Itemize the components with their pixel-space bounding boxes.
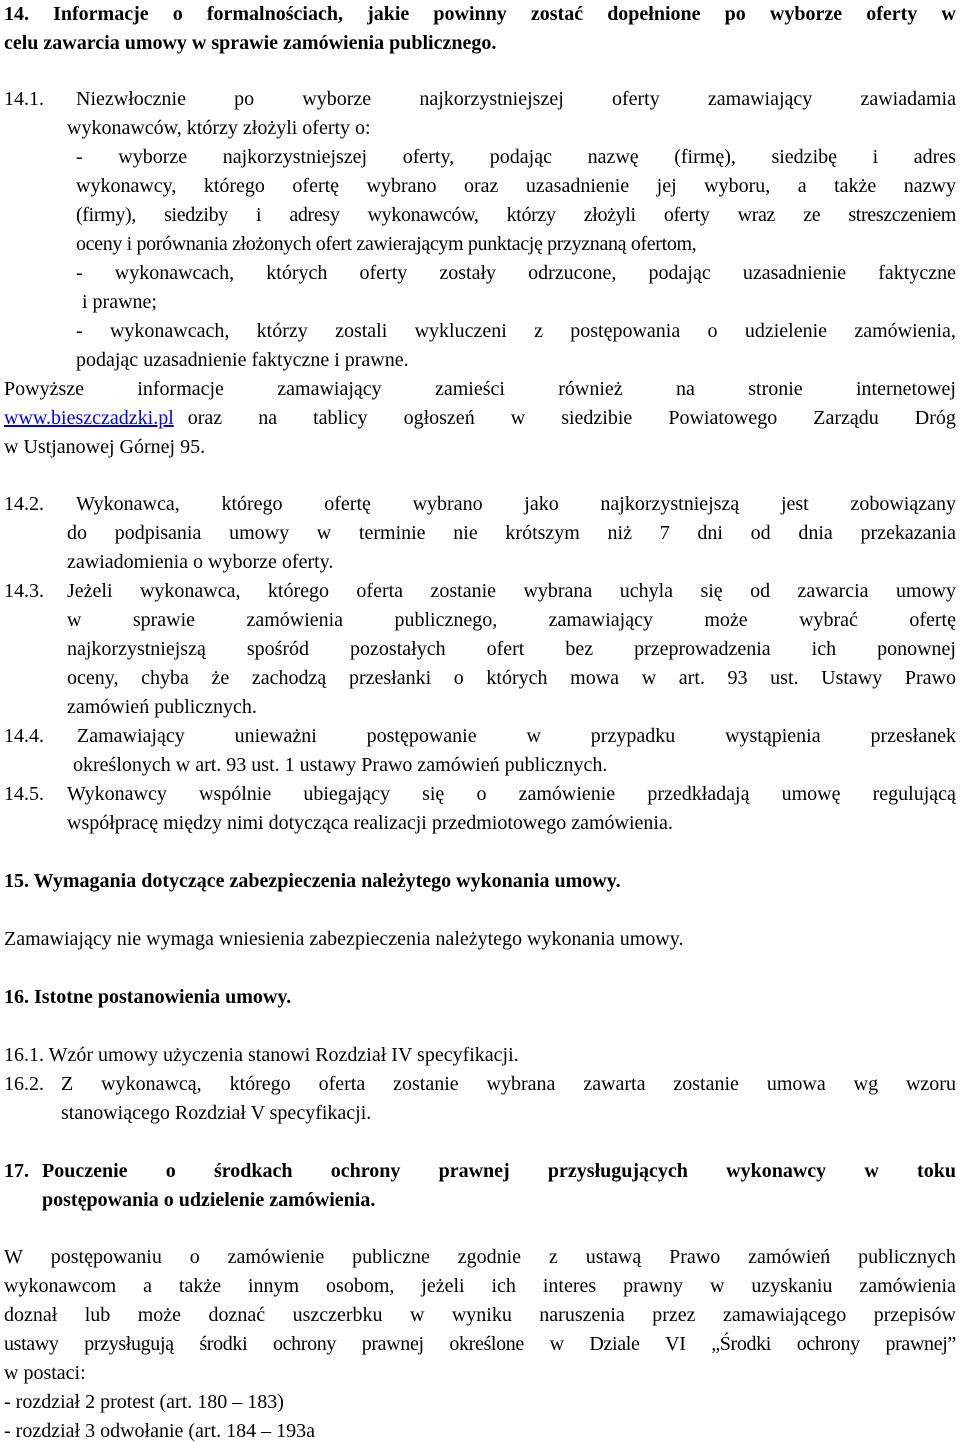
- word: wyborze: [302, 88, 372, 110]
- word: bez: [565, 638, 594, 660]
- word: zostały: [439, 262, 497, 284]
- word: zamawiający: [707, 88, 813, 110]
- word: również: [558, 378, 623, 400]
- word: zgodnie: [457, 1246, 522, 1268]
- word: krótszym: [505, 522, 580, 544]
- word: złożyli: [583, 204, 636, 226]
- word: osobom,: [326, 1275, 395, 1297]
- word: -: [76, 320, 83, 342]
- word: zamawiający: [548, 609, 653, 631]
- word: adres: [913, 146, 956, 168]
- word: umowy: [229, 522, 290, 544]
- word: udzielenie: [744, 320, 828, 342]
- word: z: [548, 1246, 558, 1268]
- word: art.: [678, 667, 705, 689]
- paragraph-16-2-line-2: stanowiącego Rozdział V specyfikacji.: [61, 1102, 372, 1124]
- word: o: [172, 3, 183, 25]
- word: streszczeniem: [848, 204, 956, 226]
- word: zawarcia: [797, 580, 869, 602]
- word: oferty: [866, 3, 918, 25]
- word: przesłanek: [870, 725, 956, 747]
- word: najkorzystniejszej: [222, 146, 368, 168]
- word: Dróg: [914, 407, 956, 429]
- word: którego: [203, 175, 265, 197]
- word: 7: [659, 522, 670, 544]
- paragraph-14-1-line-8: i prawne;: [82, 291, 157, 313]
- word: -: [76, 262, 83, 284]
- word: ich: [811, 638, 837, 660]
- word: uszczerbku: [292, 1304, 383, 1326]
- word: uzasadnienie: [525, 175, 630, 197]
- section-16-title: 16. Istotne postanowienia umowy.: [4, 986, 292, 1008]
- word: niż: [607, 522, 632, 544]
- word: Ustawy: [821, 667, 883, 689]
- word: wybrana: [523, 580, 593, 602]
- word: jako: [524, 493, 559, 515]
- word: przypadku: [590, 725, 676, 747]
- word: wraz: [737, 204, 776, 226]
- word: do: [67, 522, 87, 544]
- word: w: [641, 667, 657, 689]
- word: wykluczeni: [414, 320, 507, 342]
- paragraph-14-3-line-4: [67, 668, 956, 688]
- paragraph-14-3-line-3: [67, 639, 956, 659]
- word: prawnej: [438, 1160, 510, 1182]
- word: po: [724, 3, 746, 25]
- word: w: [510, 407, 526, 429]
- word: także: [178, 1275, 222, 1297]
- word: Zamawiający: [77, 725, 185, 747]
- word: faktyczne: [878, 262, 956, 284]
- word: ich: [491, 1275, 516, 1297]
- word: oferty: [611, 88, 660, 110]
- section-14-title-line-2: celu zawarcia umowy w sprawie zamówienia publicznego.: [4, 32, 497, 54]
- section-15-title: 15. Wymagania dotyczące zabezpieczenia należytego wykonania umowy.: [4, 870, 621, 892]
- word: najkorzystniejszą: [600, 493, 740, 515]
- word: -: [76, 146, 83, 168]
- word: ofert: [486, 638, 525, 660]
- word: o: [189, 1246, 200, 1268]
- word: odrzucone,: [528, 262, 617, 284]
- paragraph-14-3-line-1: [67, 581, 956, 601]
- word: jej: [656, 175, 677, 197]
- word: wybrać: [799, 609, 858, 631]
- word: (firmy),: [76, 204, 136, 226]
- word: Informacje: [53, 3, 149, 25]
- word: oceny,: [67, 667, 119, 689]
- word: wykonawcą,: [101, 1073, 202, 1095]
- word: ustawy: [4, 1333, 59, 1355]
- paragraph-14-5-line-1: [67, 784, 956, 804]
- paragraph-14-1-line-9: [76, 321, 956, 341]
- word: Z: [61, 1073, 74, 1095]
- paragraph-number-14-5: 14.5.: [4, 783, 44, 805]
- word: którego: [221, 493, 283, 515]
- section-17-title-line-2: postępowania o udzielenie zamówienia.: [42, 1189, 376, 1211]
- word: na: [676, 378, 695, 400]
- section-14-title-line-1: [4, 4, 956, 24]
- word: od: [750, 522, 771, 544]
- word: którzy: [506, 204, 556, 226]
- word: wyniku: [451, 1304, 512, 1326]
- word: po: [234, 88, 255, 110]
- word: w: [526, 725, 541, 747]
- paragraph-14-1-line-5: [76, 205, 956, 225]
- word: dnia: [798, 522, 833, 544]
- word: ubiegający: [303, 783, 390, 805]
- section-17-text-line-5: w postaci:: [4, 1362, 86, 1384]
- word: unieważni: [234, 725, 317, 747]
- paragraph-number-14-4: 14.4.: [4, 725, 44, 747]
- word: o: [453, 667, 464, 689]
- word: terminie: [358, 522, 426, 544]
- word: podpisania: [114, 522, 202, 544]
- word: oferta: [356, 580, 404, 602]
- word: oferty: [663, 204, 710, 226]
- word: chyba: [141, 667, 189, 689]
- word: Prawo: [904, 667, 956, 689]
- word: zamówienie: [518, 783, 616, 805]
- word: toku: [917, 1160, 956, 1182]
- word: wykonawcach,: [114, 262, 235, 284]
- word: Wykonawcy: [67, 783, 167, 805]
- word: 93: [727, 667, 748, 689]
- word: wyborze: [769, 3, 843, 25]
- section-15-text: Zamawiający nie wymaga wniesienia zabezpieczenia należytego wykonania umowy.: [4, 928, 684, 950]
- word: w: [941, 3, 956, 25]
- word: postępowania: [570, 320, 681, 342]
- word: 14.: [4, 3, 29, 25]
- word: wyboru,: [704, 175, 771, 197]
- word: dni: [697, 522, 723, 544]
- word: postępowaniu: [50, 1246, 162, 1268]
- word: sprawie: [132, 609, 196, 631]
- section-17-list-item-protest: - rozdział 2 protest (art. 180 – 183): [4, 1391, 284, 1413]
- word: przekazania: [860, 522, 956, 544]
- paragraph-16-2-line-1: [61, 1074, 956, 1094]
- word: spośród: [246, 638, 310, 660]
- word: o: [165, 1160, 176, 1182]
- word: Pouczenie: [42, 1160, 128, 1182]
- word: „Środki: [711, 1333, 772, 1355]
- section-17-list-item-odwolanie: - rozdział 3 odwołanie (art. 184 – 193a: [4, 1420, 316, 1442]
- word: Prawo: [669, 1246, 721, 1268]
- word: Wykonawca,: [76, 493, 180, 515]
- word: którzy: [256, 320, 308, 342]
- word: prawnej: [361, 1333, 424, 1355]
- word: w: [709, 1275, 725, 1297]
- word: w: [409, 1304, 425, 1326]
- paragraph-number-14-1: 14.1.: [4, 88, 44, 110]
- paragraph-14-1-line-11: [4, 379, 956, 399]
- word: siedziby: [164, 204, 228, 226]
- word: a: [797, 175, 807, 197]
- word: interes: [542, 1275, 597, 1297]
- word: Niezwłocznie: [76, 88, 186, 110]
- word: stronie: [748, 378, 803, 400]
- paragraph-14-2-line-2: [67, 523, 956, 543]
- word: mowa: [570, 667, 620, 689]
- word: wykonawcy: [726, 1160, 827, 1182]
- section-17-text-line-2: [4, 1276, 956, 1296]
- word: których: [486, 667, 548, 689]
- word: oferty,: [402, 146, 455, 168]
- word: zamówienia,: [854, 320, 956, 342]
- word: wybrano: [366, 175, 437, 197]
- word: zostali: [335, 320, 388, 342]
- word: prawnej”: [885, 1333, 956, 1355]
- paragraph-14-1-line-2: wykonawców, którzy złożyli oferty o:: [67, 117, 371, 139]
- paragraph-14-1-line-12: [4, 408, 956, 428]
- word: siedzibie: [561, 407, 633, 429]
- paragraph-14-1-line-6: oceny i porównania złożonych ofert zawierającym punktację przyznaną ofertom,: [76, 233, 697, 255]
- word: podając: [648, 262, 711, 284]
- word: Powyższe: [4, 378, 84, 400]
- word: zamówień: [748, 1246, 831, 1268]
- section-17-text-line-1: [4, 1247, 956, 1267]
- paragraph-14-4-line-1: [77, 726, 956, 746]
- word: Dziale: [589, 1333, 640, 1355]
- word: ponownej: [877, 638, 956, 660]
- paragraph-14-5-line-2: współpracę między nimi dotycząca realizacji przedmiotowego zamówienia.: [67, 812, 673, 834]
- word: powinny: [433, 3, 507, 25]
- word: podając: [489, 146, 552, 168]
- word: którego: [267, 580, 329, 602]
- word: zawiadamia: [860, 88, 956, 110]
- word: tablicy: [313, 407, 368, 429]
- word: dopełnione: [607, 3, 701, 25]
- word: regulującą: [872, 783, 956, 805]
- word: Zarządu: [813, 407, 879, 429]
- word: wykonawcach,: [109, 320, 230, 342]
- word: że: [211, 667, 230, 689]
- word: przez: [652, 1304, 696, 1326]
- word: jest: [780, 493, 809, 515]
- word: wybrana: [486, 1073, 556, 1095]
- word: ochrony: [330, 1160, 401, 1182]
- word: środkach: [213, 1160, 293, 1182]
- word: informacje: [137, 378, 224, 400]
- word: zamawiający: [277, 378, 382, 400]
- word: których: [266, 262, 328, 284]
- word: wykonawców,: [367, 204, 479, 226]
- word: uzasadnienie: [742, 262, 847, 284]
- word: przedkładają: [647, 783, 750, 805]
- word: oferty: [359, 262, 408, 284]
- word: pozostałych: [350, 638, 446, 660]
- paragraph-14-3-line-5: zamówień publicznych.: [67, 696, 257, 718]
- word: internetowej: [856, 378, 956, 400]
- paragraph-number-14-2: 14.2.: [4, 493, 44, 515]
- word: przesłanki: [348, 667, 432, 689]
- word: oraz: [187, 407, 223, 429]
- word: Powiatowego: [668, 407, 778, 429]
- word: ofertę: [292, 175, 340, 197]
- paragraph-14-3-line-2: [67, 610, 956, 630]
- section-17-number: 17.: [4, 1160, 29, 1182]
- word: zostanie: [673, 1073, 739, 1095]
- word: zamówienia: [859, 1275, 956, 1297]
- word: zamawiającego: [722, 1304, 847, 1326]
- paragraph-14-1-line-7: [76, 263, 956, 283]
- word: o: [707, 320, 718, 342]
- word: VI: [665, 1333, 686, 1355]
- word: może: [137, 1304, 182, 1326]
- word: Jeżeli: [67, 580, 113, 602]
- word: określone: [449, 1333, 524, 1355]
- paragraph-number-16-2: 16.2.: [4, 1073, 44, 1095]
- word: może: [704, 609, 748, 631]
- paragraph-14-1-line-3: [76, 147, 956, 167]
- word: publiczne: [352, 1246, 430, 1268]
- word: innym: [248, 1275, 300, 1297]
- word: wykonawcom: [4, 1275, 117, 1297]
- paragraph-14-1-line-4: [76, 176, 956, 196]
- section-17-text-line-3: [4, 1305, 956, 1325]
- word: o: [476, 783, 487, 805]
- word: wystąpienia: [725, 725, 821, 747]
- word: także: [834, 175, 877, 197]
- paragraph-number-14-3: 14.3.: [4, 580, 44, 602]
- word: uchyla: [619, 580, 674, 602]
- word: zostanie: [430, 580, 497, 602]
- word: doznał: [4, 1304, 58, 1326]
- word: najkorzystniejszej: [419, 88, 564, 110]
- word: lub: [84, 1304, 111, 1326]
- section-17-title-line-1: [42, 1161, 956, 1181]
- word: naruszenia: [539, 1304, 625, 1326]
- word: siedzibę: [771, 146, 837, 168]
- word: (firmę),: [674, 146, 736, 168]
- word: od: [750, 580, 771, 602]
- paragraph-14-1-line-13: w Ustjanowej Górnej 95.: [4, 436, 206, 458]
- word: ofertę: [909, 609, 956, 631]
- word: doznać: [208, 1304, 266, 1326]
- word: wspólnie: [199, 783, 272, 805]
- word: prawny: [623, 1275, 684, 1297]
- word: uzyskaniu: [751, 1275, 833, 1297]
- word: nie: [453, 522, 478, 544]
- word: w: [549, 1333, 564, 1355]
- word: środki: [199, 1333, 248, 1355]
- word: wg: [853, 1073, 879, 1095]
- paragraph-16-1: 16.1. Wzór umowy użyczenia stanowi Rozdział IV specyfikacji.: [4, 1044, 519, 1066]
- word: zobowiązany: [850, 493, 956, 515]
- word: ust.: [770, 667, 799, 689]
- word: oferta: [318, 1073, 366, 1095]
- paragraph-14-1-line-10: podając uzasadnienie faktyczne i prawne.: [76, 349, 409, 371]
- word: ustawą: [585, 1246, 642, 1268]
- word: wzoru: [905, 1073, 956, 1095]
- word: W: [4, 1246, 23, 1268]
- word: zachodzą: [251, 667, 327, 689]
- word: w: [864, 1160, 879, 1182]
- word: przysługujących: [547, 1160, 688, 1182]
- paragraph-14-1-line-12-rest: [188, 408, 956, 428]
- word: zostanie: [393, 1073, 459, 1095]
- word: publicznego,: [394, 609, 498, 631]
- word: wykonawcy,: [76, 175, 177, 197]
- word: ogłoszeń: [403, 407, 475, 429]
- word: formalnościach,: [206, 3, 343, 25]
- word: adresy: [289, 204, 340, 226]
- paragraph-14-2-line-3: zawiadomienia o wyborze oferty.: [67, 551, 334, 573]
- word: zamówienia: [246, 609, 344, 631]
- section-17-text-line-4: [4, 1334, 956, 1354]
- website-link[interactable]: www.bieszczadzki.pl: [4, 407, 174, 429]
- word: zamieści: [434, 378, 505, 400]
- word: postępowanie: [366, 725, 477, 747]
- word: w: [316, 522, 332, 544]
- word: w: [67, 609, 82, 631]
- word: nazwę: [587, 146, 639, 168]
- paragraph-14-4-line-2: określonych w art. 93 ust. 1 ustawy Prawo zamówień publicznych.: [73, 754, 608, 776]
- word: ochrony: [796, 1333, 860, 1355]
- word: się: [700, 580, 723, 602]
- word: wykonawca,: [139, 580, 241, 602]
- word: na: [258, 407, 278, 429]
- word: i: [256, 204, 262, 226]
- word: nazwy: [903, 175, 956, 197]
- word: zostać: [530, 3, 584, 25]
- word: jakie: [367, 3, 410, 25]
- word: i: [872, 146, 879, 168]
- paragraph-14-1-line-1: [76, 89, 956, 109]
- word: wybrano: [412, 493, 483, 515]
- word: ochrony: [272, 1333, 337, 1355]
- word: zamówienie: [227, 1246, 325, 1268]
- word: przeprowadzenia: [634, 638, 771, 660]
- word: ofertę: [324, 493, 371, 515]
- word: umowę: [781, 783, 841, 805]
- word: publicznych: [858, 1246, 956, 1268]
- word: przepisów: [873, 1304, 956, 1326]
- word: a: [143, 1275, 152, 1297]
- word: z: [534, 320, 543, 342]
- word: umowa: [766, 1073, 826, 1095]
- word: wyborze: [118, 146, 188, 168]
- word: najkorzystniejszą: [67, 638, 206, 660]
- word: zawarta: [583, 1073, 646, 1095]
- word: przysługują: [84, 1333, 174, 1355]
- word: którego: [229, 1073, 291, 1095]
- word: oraz: [464, 175, 499, 197]
- word: jeżeli: [421, 1275, 465, 1297]
- word: się: [422, 783, 445, 805]
- paragraph-14-2-line-1: [76, 494, 956, 514]
- word: ze: [803, 204, 821, 226]
- word: umowy: [895, 580, 956, 602]
